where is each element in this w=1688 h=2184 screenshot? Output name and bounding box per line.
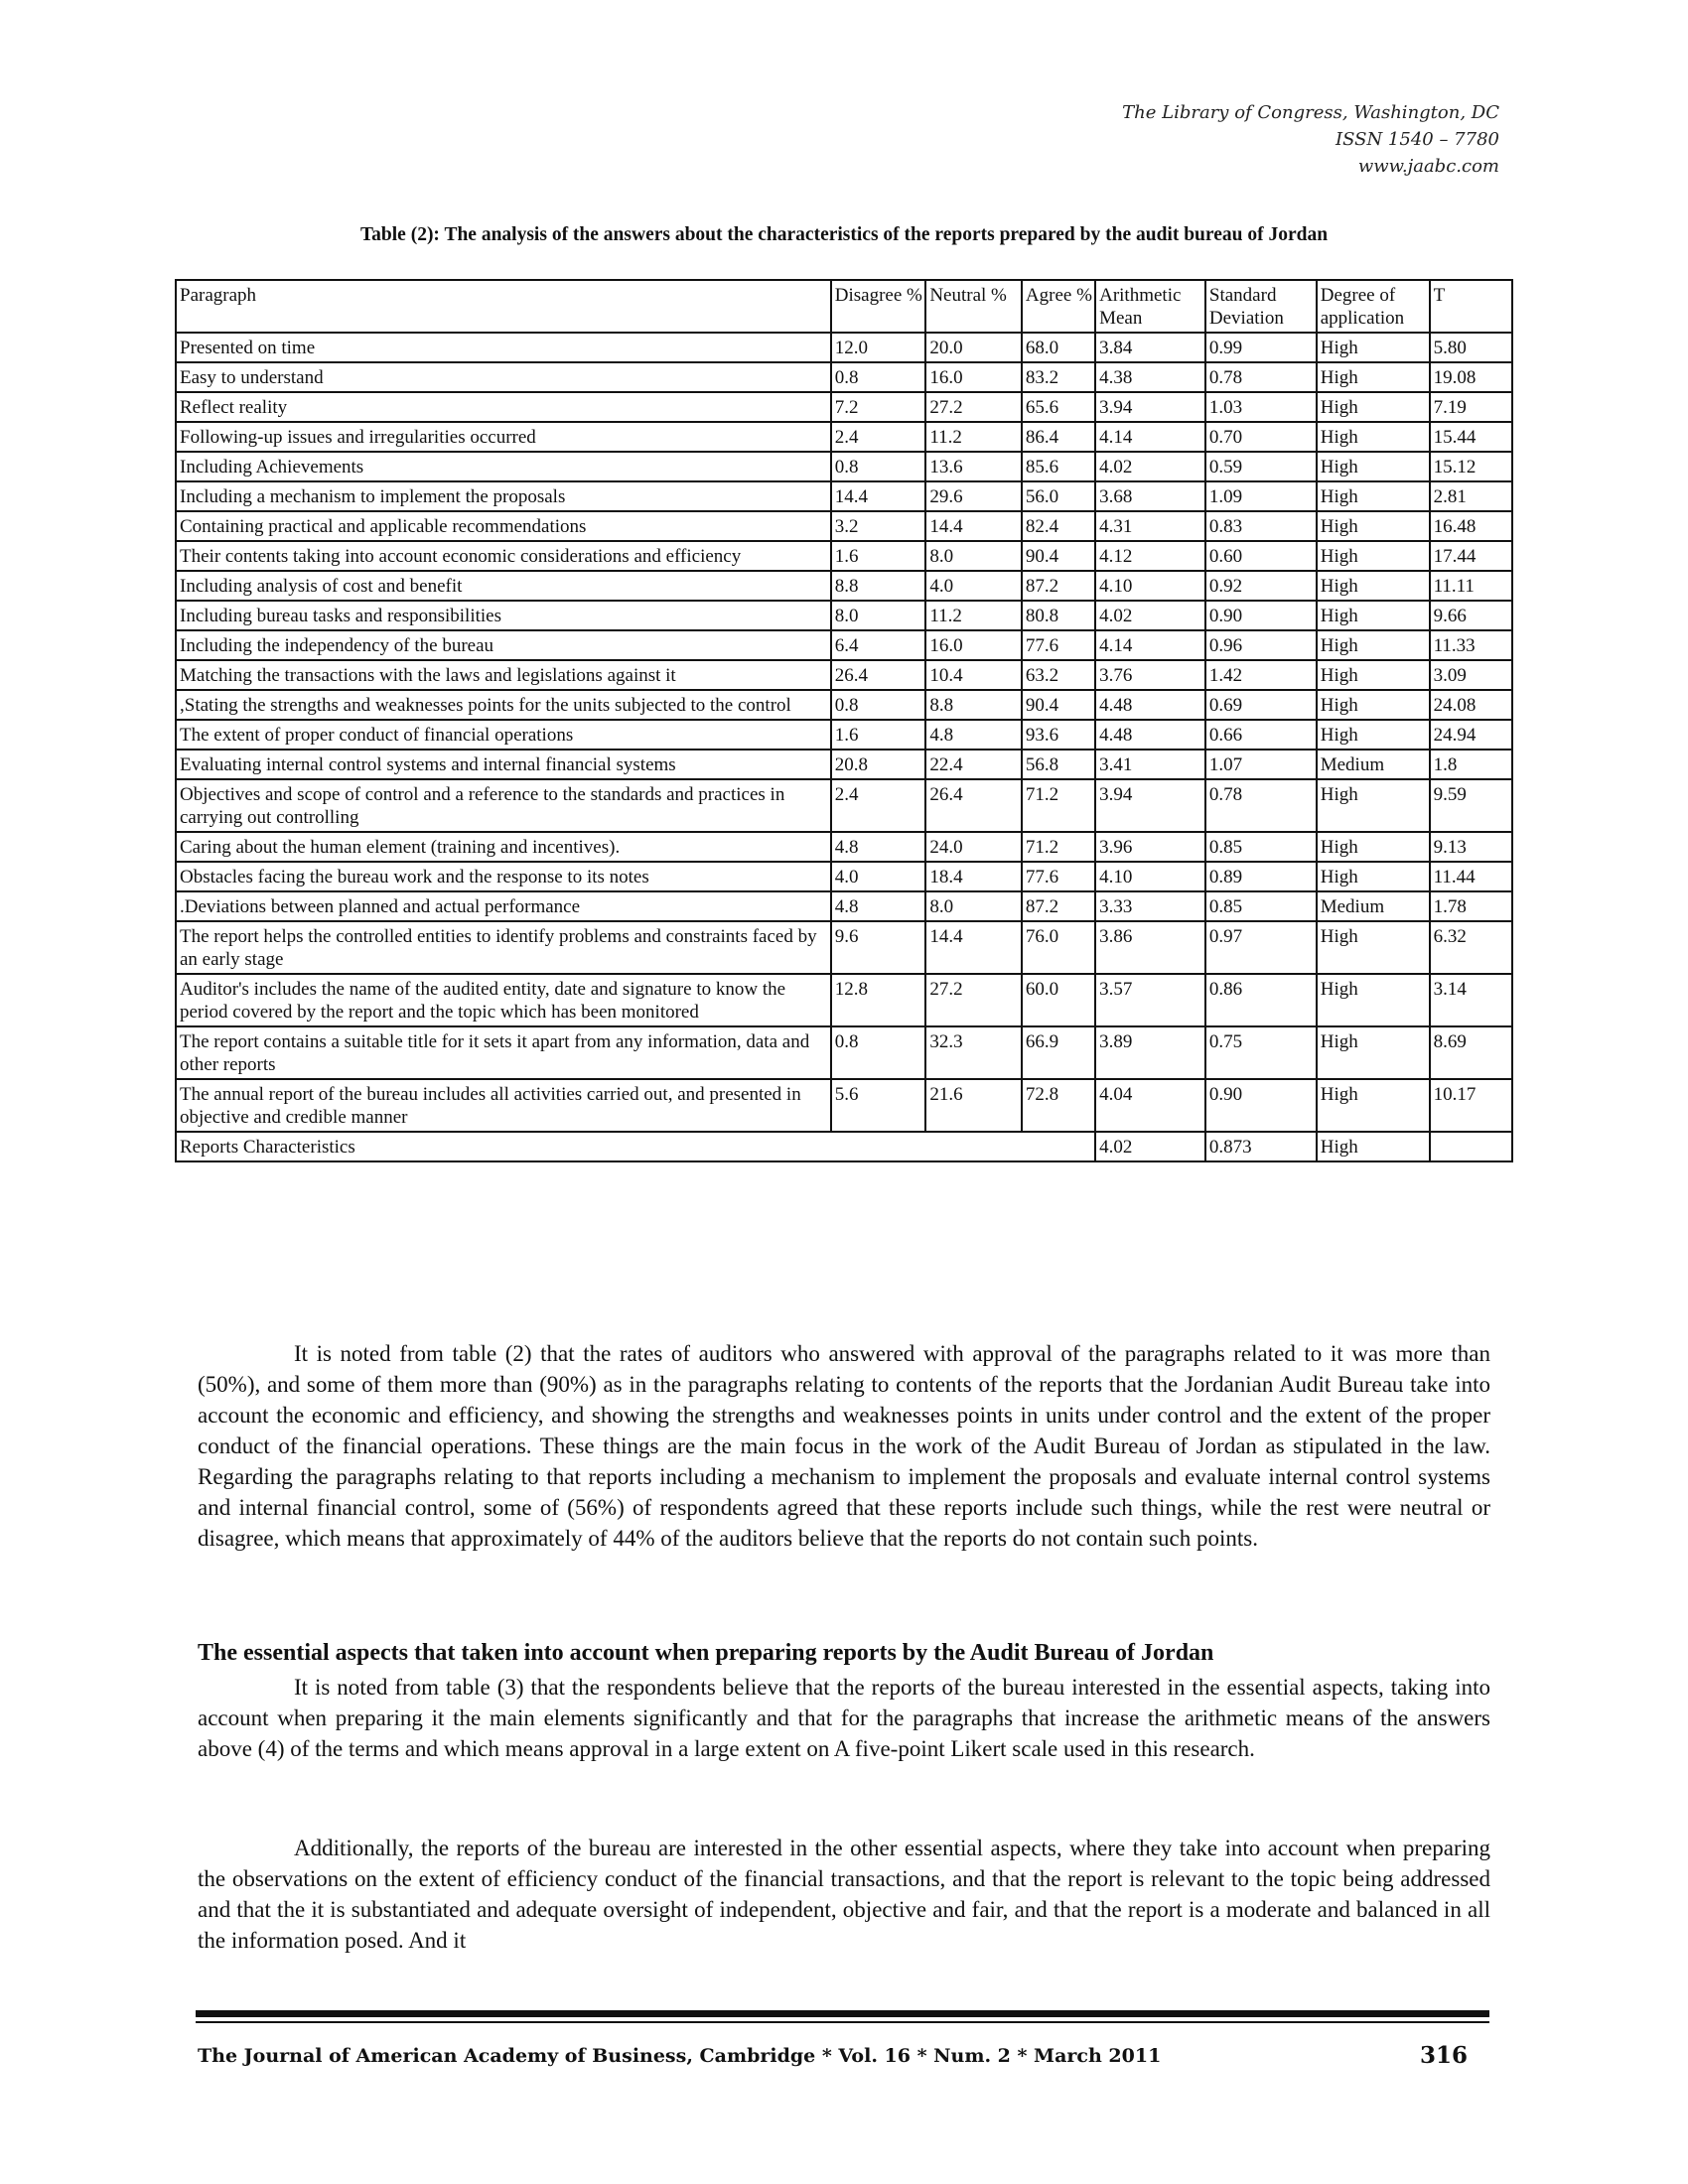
- body-paragraph-2: [198, 1672, 1490, 1764]
- value-cell: 83.2: [1022, 362, 1095, 392]
- value-cell: High: [1317, 974, 1430, 1026]
- value-cell: 5.6: [831, 1079, 926, 1132]
- value-cell: 27.2: [925, 392, 1022, 422]
- value-cell: 8.69: [1430, 1026, 1512, 1079]
- value-cell: 0.89: [1205, 862, 1317, 891]
- value-cell: 3.14: [1430, 974, 1512, 1026]
- value-cell: 0.92: [1205, 571, 1317, 601]
- value-cell: 0.90: [1205, 601, 1317, 630]
- table-row: [176, 362, 1512, 392]
- value-cell: 4.02: [1095, 452, 1205, 481]
- paragraph-cell: Objectives and scope of control and a reference to the standards and practices in carrying out controlling: [176, 779, 831, 832]
- value-cell: 26.4: [831, 660, 926, 690]
- header-cell: Agree %: [1022, 280, 1095, 333]
- value-cell: 4.48: [1095, 720, 1205, 750]
- value-cell: 4.14: [1095, 630, 1205, 660]
- value-cell: 12.8: [831, 974, 926, 1026]
- value-cell: [1430, 1132, 1512, 1161]
- value-cell: 16.0: [925, 630, 1022, 660]
- table-row: [176, 571, 1512, 601]
- value-cell: 1.42: [1205, 660, 1317, 690]
- paragraph-text: It is noted from table (2) that the rates of auditors who answered with approval of the paragraphs related to it was more than (50%), and some of them more than (90%) as in the paragraphs relating to contents of the reports that the Jordanian Audit Bureau take into account the economic and efficiency, and showing the strengths and weaknesses points in units under control and the extent of the proper conduct of the financial operations. These things are the main focus in the work of the Audit Bureau of Jordan as stipulated in the law. Regarding the paragraphs relating to that reports including a mechanism to implement the proposals and evaluate internal control systems and internal financial control, some of (56%) of respondents agreed that these reports include such things, while the rest were neutral or disagree, which means that approximately of 44% of the auditors believe that the reports do not contain such points.: [198, 1341, 1490, 1551]
- value-cell: High: [1317, 832, 1430, 862]
- value-cell: 4.8: [831, 891, 926, 921]
- value-cell: 71.2: [1022, 779, 1095, 832]
- value-cell: High: [1317, 630, 1430, 660]
- value-cell: 11.33: [1430, 630, 1512, 660]
- summary-label-cell: Reports Characteristics: [176, 1132, 1095, 1161]
- value-cell: 4.10: [1095, 862, 1205, 891]
- value-cell: 27.2: [925, 974, 1022, 1026]
- value-cell: 0.99: [1205, 333, 1317, 362]
- value-cell: 24.08: [1430, 690, 1512, 720]
- value-cell: 11.2: [925, 601, 1022, 630]
- value-cell: 5.80: [1430, 333, 1512, 362]
- value-cell: 0.85: [1205, 832, 1317, 862]
- paragraph-cell: Their contents taking into account economic considerations and efficiency: [176, 541, 831, 571]
- value-cell: Medium: [1317, 891, 1430, 921]
- paragraph-cell: Easy to understand: [176, 362, 831, 392]
- value-cell: 3.94: [1095, 779, 1205, 832]
- value-cell: 26.4: [925, 779, 1022, 832]
- value-cell: 4.0: [831, 862, 926, 891]
- value-cell: 24.94: [1430, 720, 1512, 750]
- value-cell: 20.8: [831, 750, 926, 779]
- value-cell: High: [1317, 1026, 1430, 1079]
- value-cell: 15.44: [1430, 422, 1512, 452]
- paragraph-cell: Including the independency of the bureau: [176, 630, 831, 660]
- value-cell: 3.84: [1095, 333, 1205, 362]
- table-row: [176, 333, 1512, 362]
- value-cell: 4.04: [1095, 1079, 1205, 1132]
- table-row: [176, 452, 1512, 481]
- value-cell: 8.8: [831, 571, 926, 601]
- table-row: [176, 750, 1512, 779]
- value-cell: 14.4: [925, 921, 1022, 974]
- footer-journal: The Journal of American Academy of Business, Cambridge * Vol. 16 * Num. 2 * March 2011: [198, 2045, 1162, 2067]
- value-cell: 56.8: [1022, 750, 1095, 779]
- value-cell: 3.76: [1095, 660, 1205, 690]
- table-row: [176, 832, 1512, 862]
- value-cell: 3.68: [1095, 481, 1205, 511]
- value-cell: 11.44: [1430, 862, 1512, 891]
- footer-rule-thick: [196, 2010, 1489, 2017]
- value-cell: 0.96: [1205, 630, 1317, 660]
- value-cell: 1.07: [1205, 750, 1317, 779]
- paragraph-cell: ,Stating the strengths and weaknesses points for the units subjected to the control: [176, 690, 831, 720]
- value-cell: 3.2: [831, 511, 926, 541]
- value-cell: 16.48: [1430, 511, 1512, 541]
- value-cell: 3.96: [1095, 832, 1205, 862]
- value-cell: 76.0: [1022, 921, 1095, 974]
- value-cell: 1.09: [1205, 481, 1317, 511]
- value-cell: High: [1317, 422, 1430, 452]
- paragraph-cell: Following-up issues and irregularities occurred: [176, 422, 831, 452]
- value-cell: 0.75: [1205, 1026, 1317, 1079]
- value-cell: 8.0: [925, 891, 1022, 921]
- paragraph-cell: The annual report of the bureau includes all activities carried out, and presented in objective and credible manner: [176, 1079, 831, 1132]
- value-cell: High: [1317, 921, 1430, 974]
- value-cell: 19.08: [1430, 362, 1512, 392]
- table-row: [176, 690, 1512, 720]
- header-cell: Paragraph: [176, 280, 831, 333]
- value-cell: 68.0: [1022, 333, 1095, 362]
- page-number: 316: [1420, 2042, 1469, 2069]
- value-cell: 4.14: [1095, 422, 1205, 452]
- value-cell: 11.11: [1430, 571, 1512, 601]
- header-cell: Standard Deviation: [1205, 280, 1317, 333]
- table-row: [176, 601, 1512, 630]
- value-cell: 14.4: [831, 481, 926, 511]
- paragraph-cell: Evaluating internal control systems and internal financial systems: [176, 750, 831, 779]
- section-heading: The essential aspects that taken into account when preparing reports by the Audit Bureau of Jordan: [198, 1640, 1214, 1666]
- value-cell: 32.3: [925, 1026, 1022, 1079]
- header-cell: Neutral %: [925, 280, 1022, 333]
- value-cell: High: [1317, 690, 1430, 720]
- value-cell: 9.13: [1430, 832, 1512, 862]
- value-cell: 0.8: [831, 452, 926, 481]
- value-cell: High: [1317, 392, 1430, 422]
- value-cell: 82.4: [1022, 511, 1095, 541]
- table-row: [176, 1026, 1512, 1079]
- table-row: [176, 630, 1512, 660]
- paragraph-cell: Including analysis of cost and benefit: [176, 571, 831, 601]
- header-cell: Degree of application: [1317, 280, 1430, 333]
- paragraph-cell: Containing practical and applicable recommendations: [176, 511, 831, 541]
- value-cell: High: [1317, 333, 1430, 362]
- value-cell: 3.41: [1095, 750, 1205, 779]
- value-cell: 9.66: [1430, 601, 1512, 630]
- value-cell: 3.57: [1095, 974, 1205, 1026]
- value-cell: 4.31: [1095, 511, 1205, 541]
- header-cell: Arithmetic Mean: [1095, 280, 1205, 333]
- value-cell: 0.78: [1205, 362, 1317, 392]
- value-cell: 24.0: [925, 832, 1022, 862]
- value-cell: 22.4: [925, 750, 1022, 779]
- value-cell: High: [1317, 481, 1430, 511]
- value-cell: 3.33: [1095, 891, 1205, 921]
- value-cell: 8.8: [925, 690, 1022, 720]
- value-cell: 60.0: [1022, 974, 1095, 1026]
- paragraph-cell: Including bureau tasks and responsibilities: [176, 601, 831, 630]
- value-cell: 72.8: [1022, 1079, 1095, 1132]
- paragraph-text: Additionally, the reports of the bureau are interested in the other essential aspects, where they take into account when preparing the observations on the extent of efficiency conduct of the financial transactions, and that the report is relevant to the topic being addressed and that the it is substantiated and adequate oversight of independent, objective and fair, and that the report is a moderate and balanced in all the information posed. And it: [198, 1836, 1490, 1953]
- value-cell: 77.6: [1022, 630, 1095, 660]
- table-row: [176, 392, 1512, 422]
- value-cell: 4.0: [925, 571, 1022, 601]
- value-cell: High: [1317, 362, 1430, 392]
- value-cell: 0.86: [1205, 974, 1317, 1026]
- value-cell: 12.0: [831, 333, 926, 362]
- paragraph-cell: Matching the transactions with the laws and legislations against it: [176, 660, 831, 690]
- value-cell: 0.78: [1205, 779, 1317, 832]
- table-row: [176, 481, 1512, 511]
- value-cell: 11.2: [925, 422, 1022, 452]
- table-row: [176, 660, 1512, 690]
- value-cell: 4.02: [1095, 1132, 1205, 1161]
- value-cell: 0.873: [1205, 1132, 1317, 1161]
- value-cell: 3.94: [1095, 392, 1205, 422]
- table-row: [176, 511, 1512, 541]
- value-cell: 80.8: [1022, 601, 1095, 630]
- table-row: [176, 541, 1512, 571]
- value-cell: 0.85: [1205, 891, 1317, 921]
- value-cell: 9.59: [1430, 779, 1512, 832]
- value-cell: 20.0: [925, 333, 1022, 362]
- header-publisher: The Library of Congress, Washington, DC: [1122, 102, 1499, 123]
- value-cell: 14.4: [925, 511, 1022, 541]
- table-caption: Table (2): The analysis of the answers about the characteristics of the reports prepared by the audit bureau of Jordan: [359, 224, 1329, 245]
- value-cell: 10.17: [1430, 1079, 1512, 1132]
- value-cell: 87.2: [1022, 571, 1095, 601]
- paragraph-cell: Including Achievements: [176, 452, 831, 481]
- table-row: [176, 891, 1512, 921]
- page-header: [1122, 99, 1499, 180]
- value-cell: 6.32: [1430, 921, 1512, 974]
- value-cell: 7.19: [1430, 392, 1512, 422]
- value-cell: 17.44: [1430, 541, 1512, 571]
- value-cell: High: [1317, 601, 1430, 630]
- value-cell: 0.59: [1205, 452, 1317, 481]
- value-cell: 0.69: [1205, 690, 1317, 720]
- table-row: [176, 779, 1512, 832]
- value-cell: 2.81: [1430, 481, 1512, 511]
- value-cell: 87.2: [1022, 891, 1095, 921]
- footer-rule-thin: [196, 2021, 1489, 2023]
- value-cell: 56.0: [1022, 481, 1095, 511]
- table-row: [176, 1079, 1512, 1132]
- value-cell: 4.12: [1095, 541, 1205, 571]
- value-cell: 10.4: [925, 660, 1022, 690]
- table-row: [176, 921, 1512, 974]
- value-cell: High: [1317, 862, 1430, 891]
- value-cell: 9.6: [831, 921, 926, 974]
- paragraph-cell: The extent of proper conduct of financial operations: [176, 720, 831, 750]
- value-cell: 86.4: [1022, 422, 1095, 452]
- value-cell: 65.6: [1022, 392, 1095, 422]
- table-row: [176, 862, 1512, 891]
- value-cell: 4.48: [1095, 690, 1205, 720]
- table-header-row: [176, 280, 1512, 333]
- table-summary-row: [176, 1132, 1512, 1161]
- value-cell: 1.03: [1205, 392, 1317, 422]
- paragraph-cell: Presented on time: [176, 333, 831, 362]
- value-cell: High: [1317, 1079, 1430, 1132]
- value-cell: 0.8: [831, 690, 926, 720]
- value-cell: High: [1317, 452, 1430, 481]
- value-cell: 71.2: [1022, 832, 1095, 862]
- value-cell: High: [1317, 660, 1430, 690]
- value-cell: 0.90: [1205, 1079, 1317, 1132]
- value-cell: 85.6: [1022, 452, 1095, 481]
- table-row: [176, 974, 1512, 1026]
- value-cell: High: [1317, 1132, 1430, 1161]
- paragraph-cell: Auditor's includes the name of the audited entity, date and signature to know the period covered by the report and the topic which has been monitored: [176, 974, 831, 1026]
- value-cell: 15.12: [1430, 452, 1512, 481]
- paragraph-cell: Caring about the human element (training and incentives).: [176, 832, 831, 862]
- value-cell: 3.09: [1430, 660, 1512, 690]
- value-cell: High: [1317, 511, 1430, 541]
- value-cell: 0.83: [1205, 511, 1317, 541]
- value-cell: 13.6: [925, 452, 1022, 481]
- header-issn: ISSN 1540 – 7780: [1336, 129, 1499, 150]
- value-cell: 1.8: [1430, 750, 1512, 779]
- header-cell: Disagree %: [831, 280, 926, 333]
- value-cell: 0.60: [1205, 541, 1317, 571]
- value-cell: 18.4: [925, 862, 1022, 891]
- paragraph-text: It is noted from table (3) that the respondents believe that the reports of the bureau interested in the essential aspects, taking into account when preparing it the main elements significantly and that for the paragraphs that increase the arithmetic means of the answers above (4) of the terms and which means approval in a large extent on A five-point Likert scale used in this research.: [198, 1675, 1490, 1761]
- value-cell: 0.8: [831, 362, 926, 392]
- value-cell: 8.0: [831, 601, 926, 630]
- value-cell: 77.6: [1022, 862, 1095, 891]
- results-table: [175, 279, 1513, 1162]
- value-cell: 2.4: [831, 422, 926, 452]
- value-cell: 6.4: [831, 630, 926, 660]
- value-cell: 93.6: [1022, 720, 1095, 750]
- paragraph-cell: The report helps the controlled entities to identify problems and constraints faced by an early stage: [176, 921, 831, 974]
- body-paragraph-3: [198, 1833, 1490, 1956]
- value-cell: 90.4: [1022, 690, 1095, 720]
- value-cell: 1.6: [831, 541, 926, 571]
- value-cell: 21.6: [925, 1079, 1022, 1132]
- value-cell: 7.2: [831, 392, 926, 422]
- value-cell: 1.78: [1430, 891, 1512, 921]
- table-row: [176, 720, 1512, 750]
- value-cell: 3.89: [1095, 1026, 1205, 1079]
- value-cell: High: [1317, 720, 1430, 750]
- value-cell: 0.66: [1205, 720, 1317, 750]
- value-cell: 63.2: [1022, 660, 1095, 690]
- value-cell: 4.8: [925, 720, 1022, 750]
- value-cell: 16.0: [925, 362, 1022, 392]
- value-cell: 4.8: [831, 832, 926, 862]
- value-cell: 4.10: [1095, 571, 1205, 601]
- value-cell: 4.38: [1095, 362, 1205, 392]
- header-website: www.jaabc.com: [1357, 156, 1499, 177]
- table-row: [176, 422, 1512, 452]
- paragraph-cell: Obstacles facing the bureau work and the response to its notes: [176, 862, 831, 891]
- value-cell: High: [1317, 541, 1430, 571]
- paragraph-cell: The report contains a suitable title for it sets it apart from any information, data and other reports: [176, 1026, 831, 1079]
- value-cell: 2.4: [831, 779, 926, 832]
- value-cell: 0.8: [831, 1026, 926, 1079]
- paragraph-cell: .Deviations between planned and actual performance: [176, 891, 831, 921]
- value-cell: 0.97: [1205, 921, 1317, 974]
- value-cell: 90.4: [1022, 541, 1095, 571]
- value-cell: High: [1317, 779, 1430, 832]
- value-cell: 29.6: [925, 481, 1022, 511]
- header-cell: T: [1430, 280, 1512, 333]
- value-cell: 1.6: [831, 720, 926, 750]
- value-cell: Medium: [1317, 750, 1430, 779]
- value-cell: High: [1317, 571, 1430, 601]
- body-paragraph-1: [198, 1338, 1490, 1554]
- paragraph-cell: Reflect reality: [176, 392, 831, 422]
- value-cell: 0.70: [1205, 422, 1317, 452]
- value-cell: 66.9: [1022, 1026, 1095, 1079]
- value-cell: 8.0: [925, 541, 1022, 571]
- value-cell: 3.86: [1095, 921, 1205, 974]
- value-cell: 4.02: [1095, 601, 1205, 630]
- paragraph-cell: Including a mechanism to implement the proposals: [176, 481, 831, 511]
